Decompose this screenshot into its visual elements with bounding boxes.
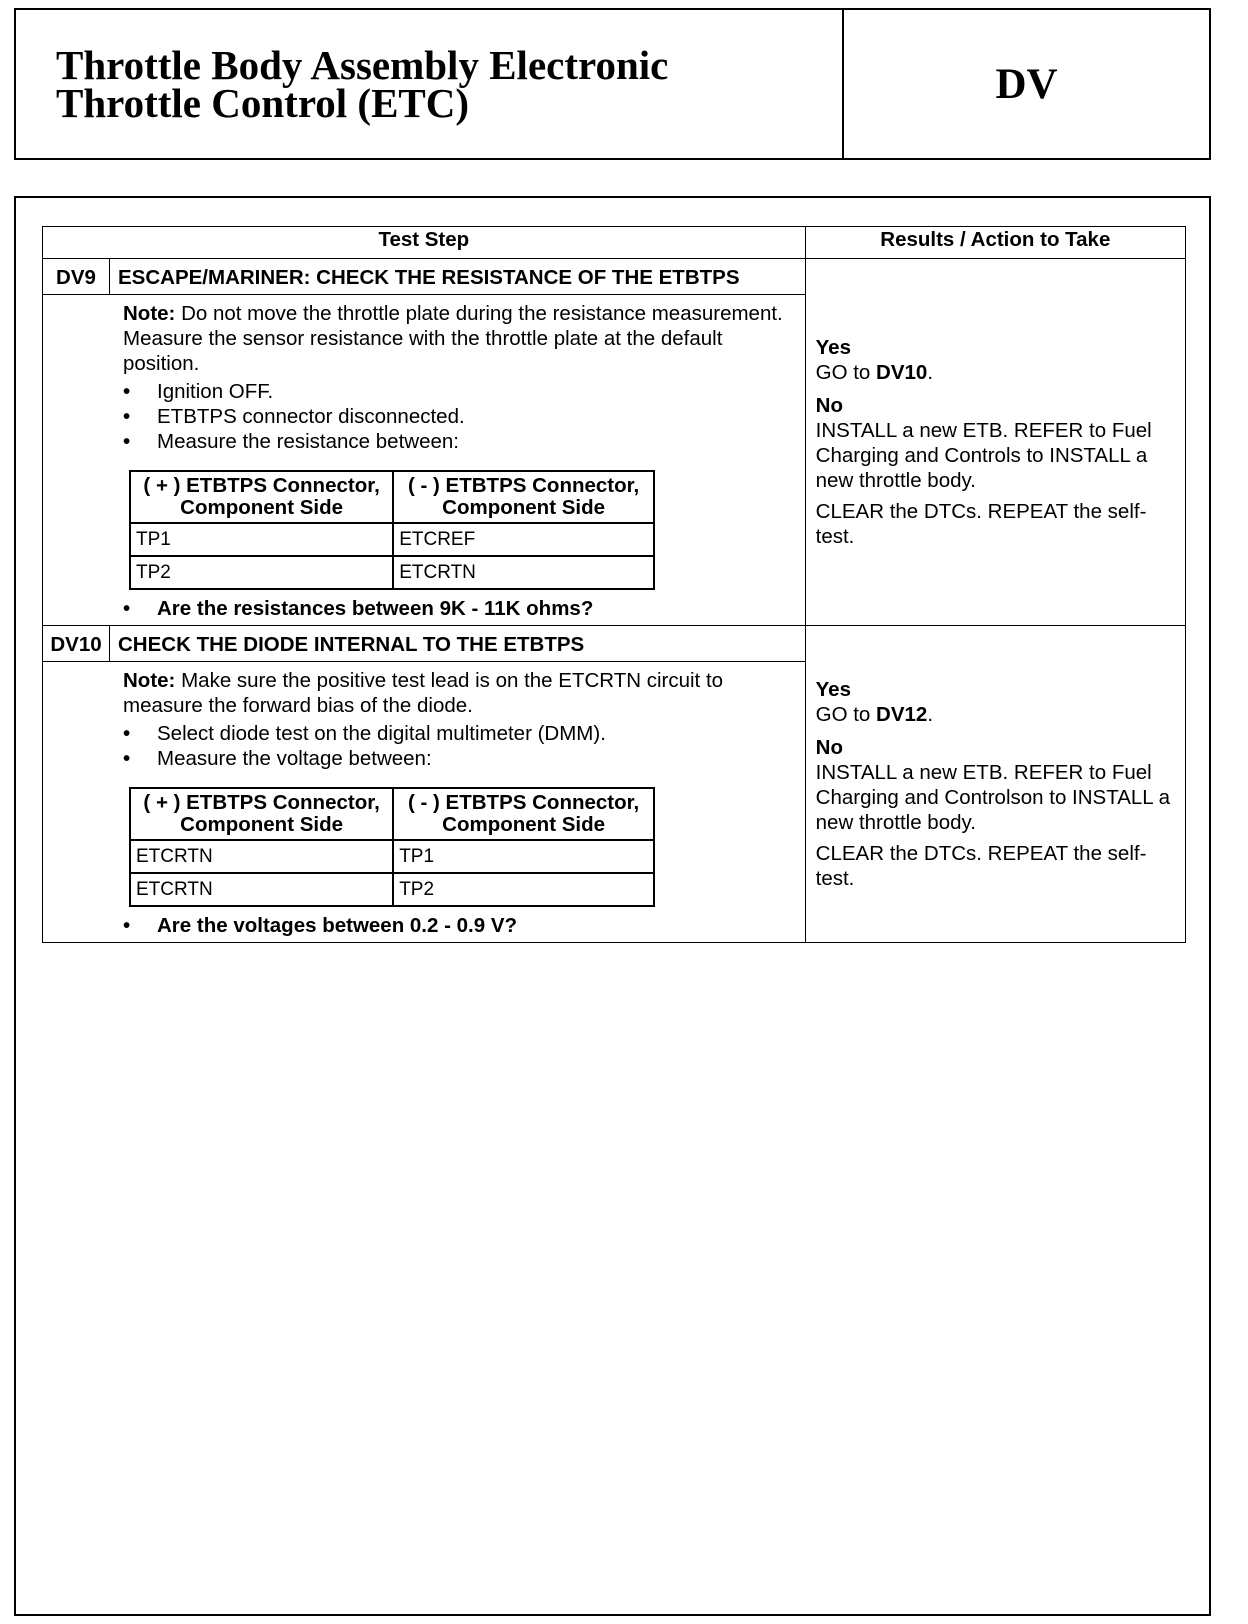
connector-cell: ETCRTN xyxy=(393,556,654,589)
connector-cell: TP1 xyxy=(130,523,393,556)
diagnostic-table xyxy=(42,226,1186,943)
table-row xyxy=(130,840,654,873)
no-label: No xyxy=(815,736,843,759)
table-row xyxy=(130,873,654,906)
no-text: INSTALL a new ETB. REFER to Fuel Charging and Controlson to INSTALL a new throttle body. xyxy=(815,761,1171,834)
question-text: • Are the voltages between 0.2 - 0.9 V? xyxy=(123,913,795,938)
step-bullets xyxy=(123,379,795,454)
clear-text: CLEAR the DTCs. REPEAT the self-test. xyxy=(815,842,1147,890)
list-item: • Measure the resistance between: xyxy=(123,429,795,454)
connector-header-negative: ( - ) ETBTPS Connector, Component Side xyxy=(393,788,654,840)
header-test-step: Test Step xyxy=(43,227,806,259)
table-row xyxy=(43,626,1186,943)
note-label: Note: xyxy=(123,669,176,692)
step-body xyxy=(43,295,805,625)
result-no xyxy=(816,735,1175,891)
title-line-1: Throttle Body Assembly Electronic xyxy=(56,42,669,88)
yes-suffix: . xyxy=(927,361,934,384)
yes-label: Yes xyxy=(815,678,851,701)
test-step-cell xyxy=(43,259,806,626)
title-line-2: Throttle Control (ETC) xyxy=(56,80,470,126)
page-title xyxy=(16,10,844,158)
yes-text: GO to xyxy=(815,703,877,726)
step-note xyxy=(123,668,795,718)
note-text: Do not move the throttle plate during the resistance measurement. Measure the sensor resistance with the throttle plate at the default position. xyxy=(123,302,783,375)
list-item: • ETBTPS connector disconnected. xyxy=(123,404,795,429)
result-yes xyxy=(816,335,1175,385)
step-note xyxy=(123,301,795,376)
table-row xyxy=(130,523,654,556)
connector-table xyxy=(129,470,655,590)
connector-header-positive: ( + ) ETBTPS Connector, Component Side xyxy=(130,471,393,523)
test-step-cell xyxy=(43,626,806,943)
step-question xyxy=(123,913,795,938)
page-header xyxy=(14,8,1211,160)
list-item: • Ignition OFF. xyxy=(123,379,795,404)
connector-cell: ETCRTN xyxy=(130,840,393,873)
list-item: • Measure the voltage between: xyxy=(123,746,795,771)
connector-header-negative: ( - ) ETBTPS Connector, Component Side xyxy=(393,471,654,523)
content-frame xyxy=(14,196,1211,1616)
yes-target: DV10 xyxy=(876,361,928,384)
list-item: • Select diode test on the digital multimeter (DMM). xyxy=(123,721,795,746)
table-row xyxy=(130,556,654,589)
step-title: ESCAPE/MARINER: CHECK THE RESISTANCE OF THE ETBTPS xyxy=(118,266,740,289)
result-no xyxy=(816,393,1175,549)
step-body xyxy=(43,662,805,942)
results-cell xyxy=(805,259,1185,626)
yes-label: Yes xyxy=(815,336,851,359)
section-code: DV xyxy=(995,60,1058,108)
table-row xyxy=(43,259,1186,626)
clear-text: CLEAR the DTCs. REPEAT the self-test. xyxy=(815,500,1147,548)
connector-cell: ETCREF xyxy=(393,523,654,556)
connector-cell: TP2 xyxy=(130,556,393,589)
results-cell xyxy=(805,626,1185,943)
note-text: Make sure the positive test lead is on the ETCRTN circuit to measure the forward bias of the diode. xyxy=(123,669,724,717)
yes-suffix: . xyxy=(927,703,934,726)
connector-cell: ETCRTN xyxy=(130,873,393,906)
connector-table xyxy=(129,787,655,907)
no-label: No xyxy=(815,394,843,417)
note-label: Note: xyxy=(123,302,176,325)
step-id: DV9 xyxy=(43,259,110,295)
step-question xyxy=(123,596,795,621)
result-yes xyxy=(816,677,1175,727)
connector-cell: TP2 xyxy=(393,873,654,906)
step-id: DV10 xyxy=(43,626,110,662)
header-results: Results / Action to Take xyxy=(805,227,1185,259)
connector-cell: TP1 xyxy=(393,840,654,873)
question-text: • Are the resistances between 9K - 11K ohms? xyxy=(123,596,795,621)
no-text: INSTALL a new ETB. REFER to Fuel Charging and Controls to INSTALL a new throttle body. xyxy=(815,419,1152,492)
yes-text: GO to xyxy=(815,361,877,384)
connector-header-positive: ( + ) ETBTPS Connector, Component Side xyxy=(130,788,393,840)
step-title: CHECK THE DIODE INTERNAL TO THE ETBTPS xyxy=(118,633,585,656)
yes-target: DV12 xyxy=(876,703,928,726)
step-bullets xyxy=(123,721,795,771)
